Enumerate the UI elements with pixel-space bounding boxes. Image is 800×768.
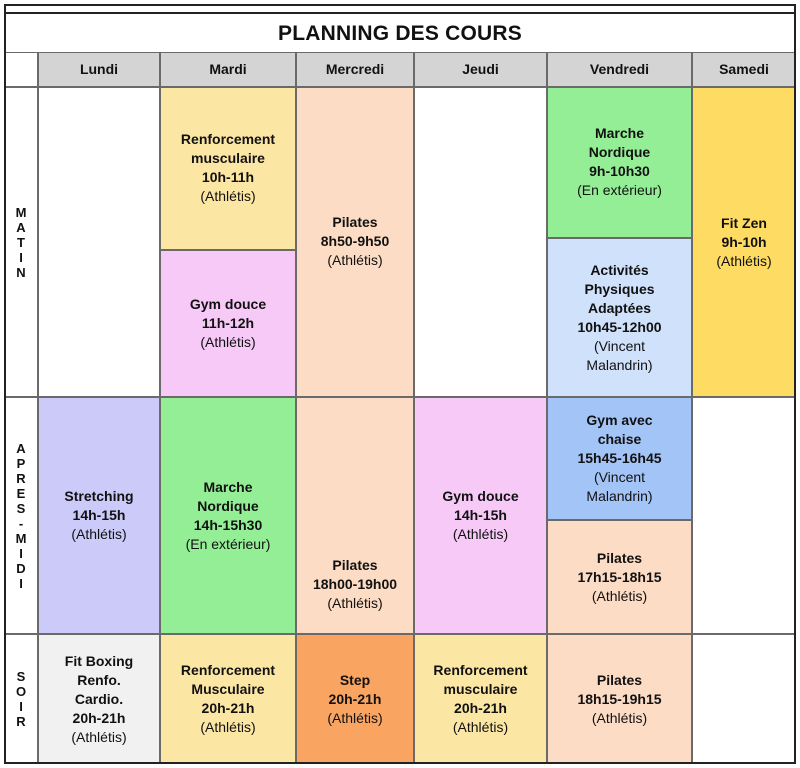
period-letter: T: [17, 234, 25, 250]
period-letter: I: [19, 249, 23, 265]
period-letter: I: [19, 575, 23, 591]
class-location: (Athlétis): [327, 595, 383, 611]
class-name: Renforcement musculaire: [180, 131, 276, 166]
class-cell-mercredi-pilates-matin: [296, 87, 414, 397]
day-header-mardi: Mardi: [160, 52, 296, 87]
day-header-vendredi: Vendredi: [547, 52, 692, 87]
class-cell-jeudi-renforcement: [414, 634, 547, 764]
class-location: (En extérieur): [185, 535, 271, 552]
class-time: 17h15-18h15: [577, 568, 662, 585]
class-time: 20h-21h: [72, 709, 126, 726]
class-cell-jeudi-gym-douce: [414, 397, 547, 634]
empty-lundi-matin: [38, 87, 160, 397]
period-letter: R: [16, 714, 26, 729]
class-name: Activités Physiques Adaptées: [584, 261, 655, 316]
period-letter: M: [15, 530, 27, 546]
class-location: (Athlétis): [591, 587, 648, 604]
class-time: 20h-21h: [454, 700, 507, 716]
class-time: 18h15-19h15: [577, 690, 662, 707]
class-location: (Athlétis): [200, 719, 256, 735]
class-cell-mardi-renforcement: [160, 87, 296, 250]
class-name: Marche Nordique: [197, 478, 259, 514]
period-letter: S: [16, 500, 26, 516]
class-name: Gym douce: [189, 296, 267, 312]
class-name: Pilates: [332, 557, 378, 573]
period-letter: -: [18, 515, 24, 531]
class-name: Gym douce: [442, 488, 519, 504]
period-letter: E: [16, 485, 26, 501]
class-cell-mardi-marche: [160, 397, 296, 634]
class-name: Fit Zen: [721, 214, 767, 231]
class-location: (Athlétis): [716, 252, 772, 269]
class-location: (Athlétis): [327, 252, 383, 268]
class-time: 10h45-12h00: [577, 318, 662, 335]
period-letter: M: [15, 204, 27, 220]
class-cell-mercredi-pilates-soir: [296, 397, 414, 634]
period-letter: S: [16, 669, 26, 684]
class-time: 9h-10h: [721, 233, 767, 250]
class-location: (Athlétis): [200, 334, 256, 350]
class-time: 14h-15h: [454, 507, 507, 523]
empty-jeudi-matin: [414, 87, 547, 397]
day-header-lundi: Lundi: [38, 52, 160, 87]
class-cell-vendredi-apa: [547, 238, 692, 397]
class-name: Fit Boxing Renfo. Cardio.: [64, 652, 134, 707]
period-letter: D: [16, 560, 26, 576]
class-location: (Athlétis): [452, 719, 509, 735]
class-name: Step: [339, 671, 371, 688]
header-corner: [4, 52, 38, 87]
class-location: (Athlétis): [591, 709, 648, 726]
class-location: (Vincent Malandrin): [586, 469, 653, 504]
class-name: Pilates: [596, 671, 643, 688]
class-cell-mardi-renforcement-soir: [160, 634, 296, 764]
page-title: PLANNING DES COURS: [4, 12, 796, 54]
day-header-samedi: Samedi: [692, 52, 796, 87]
period-letter: I: [19, 545, 23, 561]
class-location: (Athlétis): [327, 709, 383, 726]
day-header-jeudi: Jeudi: [414, 52, 547, 87]
class-time: 20h-21h: [328, 690, 382, 707]
period-letter: I: [19, 699, 23, 714]
class-cell-mercredi-step: [296, 634, 414, 764]
class-name: Gym avec chaise: [586, 412, 653, 447]
class-name: Pilates: [596, 549, 643, 566]
period-label-soir: [4, 634, 38, 764]
class-name: Renforcement Musculaire: [180, 662, 276, 697]
class-time: 11h-12h: [201, 315, 255, 331]
class-cell-vendredi-marche: [547, 87, 692, 238]
period-label-apres-midi: [4, 397, 38, 634]
empty-samedi-soir: [692, 634, 796, 764]
class-cell-vendredi-pilates-soir: [547, 634, 692, 764]
class-cell-vendredi-gym-chaise: [547, 397, 692, 520]
period-letter: A: [16, 440, 26, 456]
period-letter: N: [16, 264, 26, 280]
class-time: 15h45-16h45: [577, 450, 662, 466]
class-location: (Athlétis): [71, 728, 127, 745]
class-location: (En extérieur): [577, 182, 662, 198]
class-cell-lundi-stretching: [38, 397, 160, 634]
class-location: (Athlétis): [71, 526, 127, 542]
period-letter: A: [16, 219, 26, 235]
class-time: 8h50-9h50: [320, 233, 390, 249]
class-name: Pilates: [332, 214, 378, 230]
period-letter: O: [15, 684, 27, 699]
class-time: 9h-10h30: [589, 163, 650, 179]
class-time: 10h-11h: [201, 169, 255, 185]
class-cell-samedi-fit-zen: [692, 87, 796, 397]
class-cell-vendredi-pilates-apm: [547, 520, 692, 634]
class-time: 20h-21h: [201, 700, 255, 716]
period-label-matin: [4, 87, 38, 397]
period-letter: P: [16, 455, 26, 471]
class-name: Marche Nordique: [588, 125, 651, 160]
class-location: (Vincent Malandrin): [586, 337, 653, 373]
empty-samedi-apres-midi: [692, 397, 796, 634]
class-cell-lundi-fit-boxing: [38, 634, 160, 764]
class-name: Stretching: [64, 488, 134, 504]
period-letter: R: [16, 470, 26, 486]
class-cell-mardi-gym-douce: [160, 250, 296, 397]
class-name: Renforcement musculaire: [433, 662, 528, 697]
class-time: 14h-15h30: [193, 516, 263, 533]
class-location: (Athlétis): [452, 526, 509, 542]
class-time: 14h-15h: [72, 507, 126, 523]
class-time: 18h00-19h00: [312, 576, 398, 592]
day-header-mercredi: Mercredi: [296, 52, 414, 87]
class-location: (Athlétis): [200, 188, 256, 204]
